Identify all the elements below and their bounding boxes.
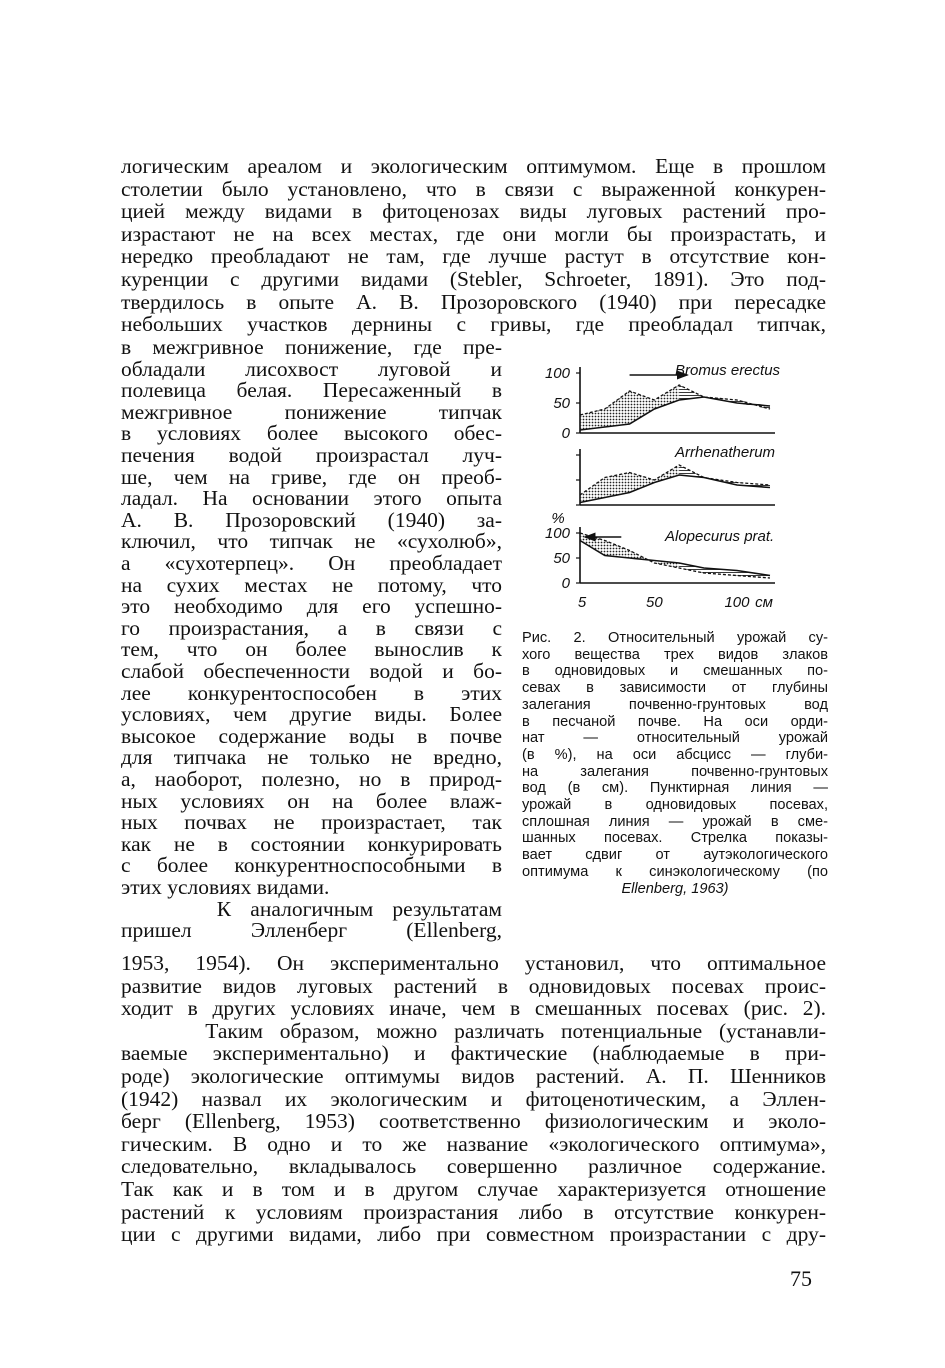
text-line: печения водой произрастал луч- — [121, 443, 502, 467]
caption-line: оптимума к синэкологическому (по — [522, 863, 828, 880]
text-line: ции с другими видами, либо при совместном произрастании с дру- — [121, 1222, 826, 1247]
text-line: в условиях более высокого обес- — [121, 421, 502, 446]
text-line: на сухих местах не потому, что — [121, 572, 502, 597]
text-line: твердилось в опыте А. В. Прозоровского (1940) при пересадке — [121, 289, 826, 314]
species-label: Bromus erectus — [675, 362, 781, 379]
text-line: гическим. В одно и то же название «экологического оптимума», — [121, 1131, 826, 1156]
text-line: столетии было установлено, что в связи с выраженной конкурен- — [121, 176, 826, 201]
text-line: роде) экологические оптимумы видов растений. А. П. Шенников — [121, 1064, 826, 1088]
y-tick-label: 100 — [544, 525, 570, 542]
text-line: лее конкурентоспособен в этих — [121, 680, 502, 705]
text-line: К аналогичным результатам — [121, 896, 502, 921]
x-unit-label: см — [755, 594, 773, 611]
text-line: пришел Элленберг (Ellenberg, — [121, 918, 502, 943]
caption-line: (в %), на оси абсцисс — глуби- — [522, 746, 828, 763]
text-line: полевица белая. Пересаженный в — [121, 378, 502, 403]
text-line: с более конкурентноспособными в — [121, 853, 502, 878]
y-tick-label: 50 — [553, 550, 570, 567]
caption-line: в песчаной почве. На оси орди- — [522, 713, 828, 730]
y-tick-label: 0 — [561, 575, 570, 592]
text-line: межгривное понижение типчак — [121, 399, 502, 424]
caption-line: нат — относительный урожай — [522, 730, 828, 747]
y-tick-label: 100 — [544, 365, 570, 382]
caption-line: вает сдвиг от аутэкологического — [522, 847, 828, 864]
y-tick-label: 50 — [553, 395, 570, 412]
figure-caption — [522, 630, 828, 897]
text-line: а «сухотерпец». Он преобладает — [121, 551, 502, 575]
text-line: для типчака не только не вредно, — [121, 745, 502, 770]
text-line: слабой обеспеченности водой и бо- — [121, 659, 502, 683]
caption-line: в одновидовых и смешанных по- — [522, 663, 828, 680]
text-line: это необходимо для его успешно- — [121, 594, 502, 619]
text-line: растений к условиям произрастания либо в отсутствие конкурен- — [121, 1199, 826, 1224]
caption-line: хого вещества трех видов злаков — [522, 646, 828, 663]
text-line: небольших участков дернины с гривы, где преобладал типчак, — [121, 312, 826, 337]
text-line: этих условиях видами. — [121, 875, 330, 899]
text-line: ключил, что типчак не «сухолюб», — [121, 529, 502, 554]
text-line: цией между видами в фитоценозах виды луговых растений про- — [121, 199, 826, 224]
text-line: израстают не на всех местах, где они могли бы произрастать, и — [121, 221, 826, 246]
species-label: Arrhenatherum — [675, 444, 776, 461]
text-line: ше, чем на гриве, где он преоб- — [121, 464, 502, 489]
caption-line: севах в зависимости от глубины — [522, 680, 828, 697]
page-number: 75 — [790, 1266, 812, 1291]
text-line: (1942) назвал их экологическим и фитоценотическим, а Эллен- — [121, 1086, 826, 1111]
text-line: Так как и в том и в другом случае характеризуется отношение — [121, 1177, 826, 1201]
caption-line: шанных посевах. Стрелка показы- — [522, 830, 828, 847]
text-line: логическим ареалом и экологическим оптимумом. Еще в прошлом — [121, 154, 826, 178]
text-line: го произрастания, а в связи с — [121, 615, 502, 640]
text-line: ладал. На основании этого опыта — [121, 486, 502, 511]
text-line: обладали лисохвост луговой и — [121, 356, 502, 381]
text-line: ных условиях он на более влаж- — [121, 788, 502, 813]
single-optimum-area — [580, 465, 679, 503]
text-line: ных почвах не произрастает, так — [121, 810, 502, 835]
text-line: тем, что он более вынослив к — [121, 637, 502, 662]
figure-2 — [525, 355, 835, 623]
caption-line: сплошная линия — урожай в сме- — [522, 813, 828, 830]
caption-line: залегания почвенно-грунтовых вод — [522, 696, 828, 713]
text-line: берг (Ellenberg, 1953) соответственно физиологическим и эколо- — [121, 1109, 826, 1134]
text-line: высокое содержание воды в почве — [121, 723, 502, 748]
caption-line: вод (в см). Пунктирная линия — — [522, 780, 828, 797]
text-line: развитие видов луговых растений в одновидовых посевах проис- — [121, 973, 826, 998]
text-line: ходит в других условиях иначе, чем в смешанных посевах (рис. 2). — [121, 996, 826, 1021]
caption-line: Ellenberg, 1963) — [621, 880, 729, 897]
y-tick-label: 0 — [561, 425, 570, 442]
text-line: А. В. Прозоровский (1940) за- — [121, 507, 502, 532]
text-line: в межгривное понижение, где пре- — [121, 335, 502, 359]
text-line: как не в состоянии конкурировать — [121, 831, 502, 856]
x-tick-label: 5 — [577, 594, 587, 611]
caption-line: урожай в одновидовых посевах, — [522, 797, 828, 814]
y-unit-label: % — [551, 510, 565, 527]
text-line: ваемые экспериментально) и фактические (наблюдаемые в при- — [121, 1041, 826, 1066]
text-line: следовательно, вкладывалось совершенно различное содержание. — [121, 1154, 826, 1179]
species-label: Alopecurus prat. — [665, 528, 775, 545]
text-line: Таким образом, можно различать потенциальные (устанавли- — [121, 1018, 826, 1043]
yield-chart — [525, 355, 835, 623]
x-tick-label: 50 — [646, 594, 663, 611]
caption-line: Рис. 2. Относительный урожай су- — [522, 630, 828, 646]
text-line: нередко преобладают не там, где лучше растут в отсутствие кон- — [121, 244, 826, 269]
text-line: условиях, чем другие виды. Более — [121, 702, 502, 727]
text-line: 1953, 1954). Он экспериментально установил, что оптимальное — [121, 951, 826, 975]
x-tick-label: 100 — [724, 594, 750, 611]
caption-line: на залегания почвенно-грунтовых — [522, 763, 828, 780]
text-line: а, наоборот, полезно, но в природ- — [121, 767, 502, 791]
text-line: куренции с другими видами (Stebler, Schroeter, 1891). Это под- — [121, 267, 826, 291]
